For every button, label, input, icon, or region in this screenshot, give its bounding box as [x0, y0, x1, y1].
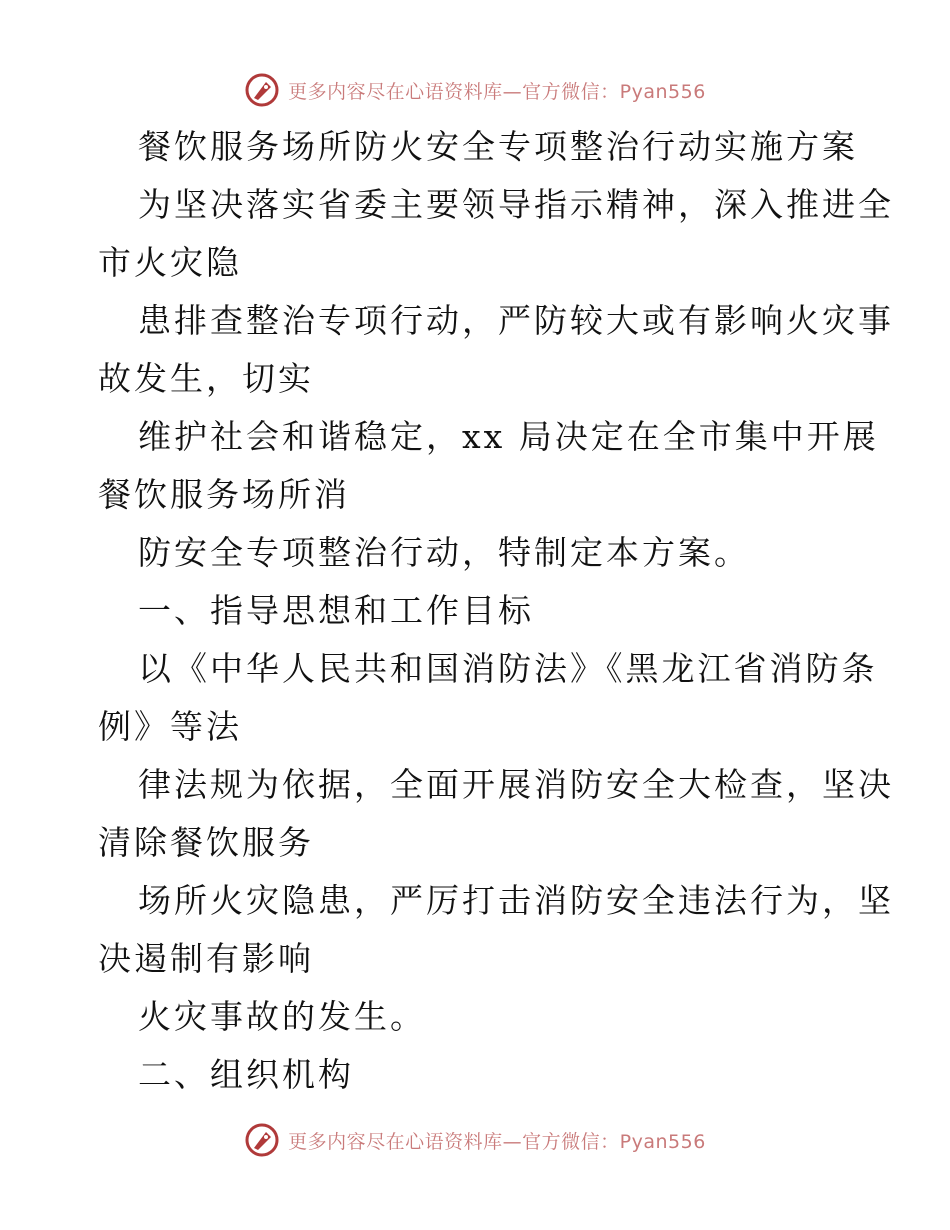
footer-watermark	[0, 1118, 950, 1162]
doc-line: 维护社会和谐稳定，xx 局决定在全市集中开展	[138, 417, 879, 456]
doc-line: 为坚决落实省委主要领导指示精神，深入推进全	[138, 185, 894, 224]
doc-line: 故发生，切实	[98, 359, 314, 398]
doc-line: 市火灾隐	[98, 243, 242, 282]
doc-line: 患排查整治专项行动，严防较大或有影响火灾事	[138, 301, 894, 340]
section-heading: 一、指导思想和工作目标	[138, 591, 534, 630]
section-heading: 二、组织机构	[138, 1055, 354, 1094]
doc-line: 防安全专项整治行动，特制定本方案。	[138, 533, 750, 572]
doc-line: 场所火灾隐患，严厉打击消防安全违法行为，坚	[138, 881, 894, 920]
watermark-text: 更多内容尽在心语资料库—官方微信：Pyan556	[288, 80, 706, 103]
doc-line: 律法规为依据，全面开展消防安全大检查，坚决	[138, 765, 894, 804]
doc-line: 火灾事故的发生。	[138, 997, 426, 1036]
doc-line: 决遏制有影响	[98, 939, 314, 978]
doc-line: 餐饮服务场所防火安全专项整治行动实施方案	[138, 127, 858, 166]
doc-line: 清除餐饮服务	[98, 823, 314, 862]
doc-line: 以《中华人民共和国消防法》《黑龙江省消防条	[138, 649, 878, 688]
pen-nib-logo-icon	[244, 72, 280, 108]
watermark-text: 更多内容尽在心语资料库—官方微信：Pyan556	[288, 1130, 706, 1153]
doc-line: 餐饮服务场所消	[98, 475, 350, 514]
header-watermark	[0, 68, 950, 112]
document-body	[98, 118, 894, 1104]
pen-nib-logo-icon	[244, 1122, 280, 1158]
doc-line: 例》等法	[98, 707, 242, 746]
